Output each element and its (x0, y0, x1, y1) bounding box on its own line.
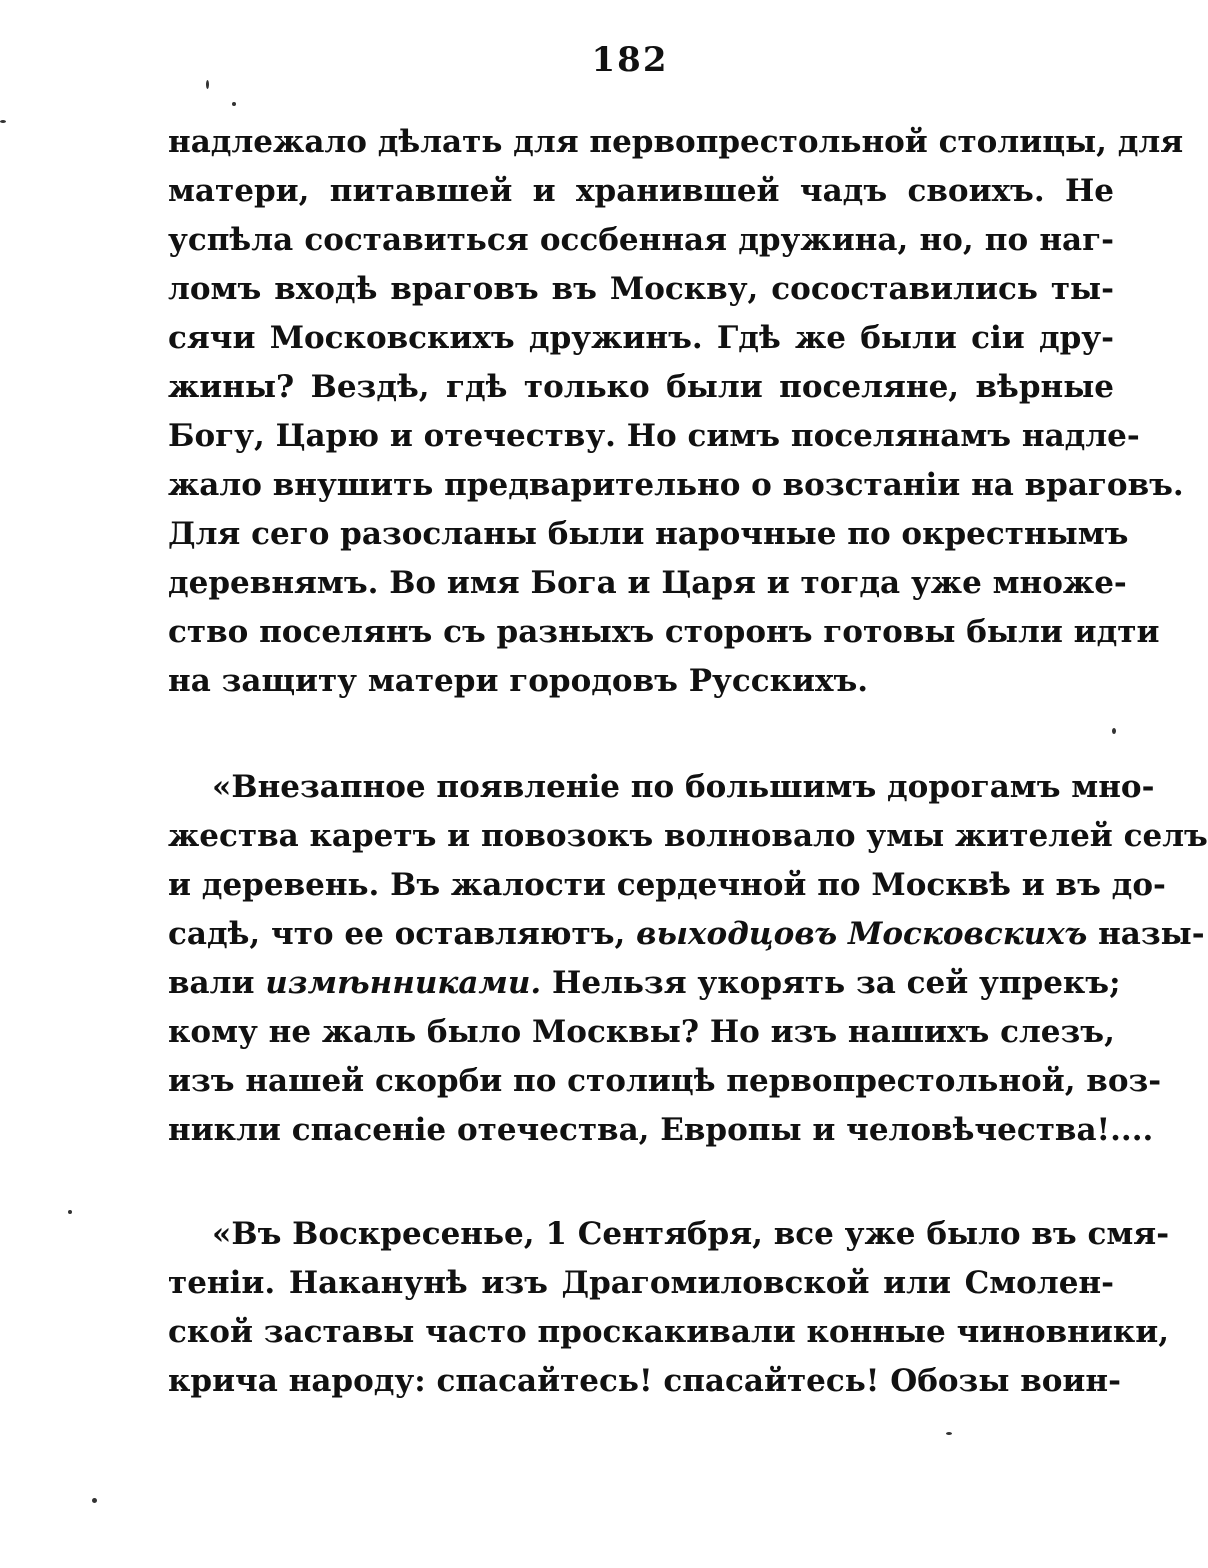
text-line (168, 812, 1208, 861)
text-line (168, 314, 1114, 363)
scan-speck (232, 102, 236, 106)
text-line (168, 1357, 1121, 1406)
text-run: надлежало дѣлать для первопрестольной столицы, для (168, 124, 1184, 160)
text-run: ской заставы часто проскакивали конные чиновники, (168, 1314, 1170, 1350)
text-line (168, 510, 1129, 559)
paragraph-1 (168, 118, 1184, 706)
text-run: кому не жаль было Москвы? Но изъ нашихъ слезъ, (168, 1014, 1115, 1050)
text-line (168, 118, 1184, 167)
text-line (168, 412, 1140, 461)
text-line (168, 1057, 1162, 1106)
text-line (168, 910, 1205, 959)
scan-speck (206, 80, 209, 89)
text-run: успѣла составиться оссбенная дружина, но, по наг- (168, 222, 1114, 258)
text-run: матери, питавшей и хранившей чадъ своихъ. Не (168, 173, 1114, 209)
text-line (168, 1308, 1170, 1357)
italic-text: выходцовъ Московскихъ (636, 916, 1088, 952)
text-run: на защиту матери городовъ Русскихъ. (168, 663, 869, 699)
text-run: деревнямъ. Во имя Бога и Царя и тогда уже множе- (168, 565, 1127, 601)
text-run: жины? Вездѣ, гдѣ только были поселяне, вѣрные (168, 369, 1114, 405)
text-run: Нельзя укорять за сей упрекъ; (541, 965, 1121, 1001)
text-line (168, 216, 1114, 265)
text-line (168, 265, 1114, 314)
text-line (168, 167, 1114, 216)
paragraph-2 (168, 763, 1208, 1155)
text-run: жества каретъ и повозокъ волновало умы жителей селъ (168, 818, 1208, 854)
text-line (168, 608, 1160, 657)
text-run: сячи Московскихъ дружинъ. Гдѣ же были сіи дру- (168, 320, 1114, 356)
text-run: и деревень. Въ жалости сердечной по Москвѣ и въ до- (168, 867, 1166, 903)
text-run: «Въ Воскресенье, 1 Сентября, все уже было въ смя- (212, 1216, 1170, 1252)
scan-speck (0, 120, 6, 123)
text-line (168, 657, 1114, 706)
text-run: никли спасеніе отечества, Европы и человѣчества!.... (168, 1112, 1154, 1148)
text-line (168, 861, 1166, 910)
text-run: «Внезапное появленіе по большимъ дорогамъ мно- (212, 769, 1155, 805)
text-line (168, 1008, 1114, 1057)
text-run: изъ нашей скорби по столицѣ первопрестольной, воз- (168, 1063, 1162, 1099)
text-line (168, 959, 1121, 1008)
text-line (168, 1106, 1154, 1155)
page-number: 182 (591, 40, 669, 80)
paragraph-3 (168, 1210, 1170, 1406)
text-line (168, 1259, 1114, 1308)
text-run: садѣ, что ее оставляютъ, (168, 916, 637, 952)
scan-speck (92, 1498, 97, 1503)
text-run: ство поселянъ съ разныхъ сторонъ готовы были идти (168, 614, 1160, 650)
text-line (168, 363, 1114, 412)
text-run: Для сего разосланы были нарочные по окрестнымъ (168, 516, 1129, 552)
text-run: назы- (1087, 916, 1205, 952)
text-line (168, 1210, 1170, 1259)
text-run: ломъ входѣ враговъ въ Москву, сосоставились ты- (168, 271, 1114, 307)
text-run: вали (168, 965, 266, 1001)
italic-text: измѣнниками. (265, 965, 542, 1001)
text-run: Богу, Царю и отечеству. Но симъ поселянамъ надле- (168, 418, 1140, 454)
text-run: крича народу: спасайтесь! спасайтесь! Обозы воин- (168, 1363, 1121, 1399)
text-run: теніи. Наканунѣ изъ Драгомиловской или Смолен- (168, 1265, 1114, 1301)
scan-speck (1112, 728, 1116, 734)
text-line (168, 763, 1155, 812)
text-line (168, 559, 1127, 608)
text-line (168, 461, 1184, 510)
scan-speck (946, 1432, 952, 1435)
text-run: жало внушить предварительно о возстаніи на враговъ. (168, 467, 1184, 503)
scan-speck (68, 1210, 72, 1214)
